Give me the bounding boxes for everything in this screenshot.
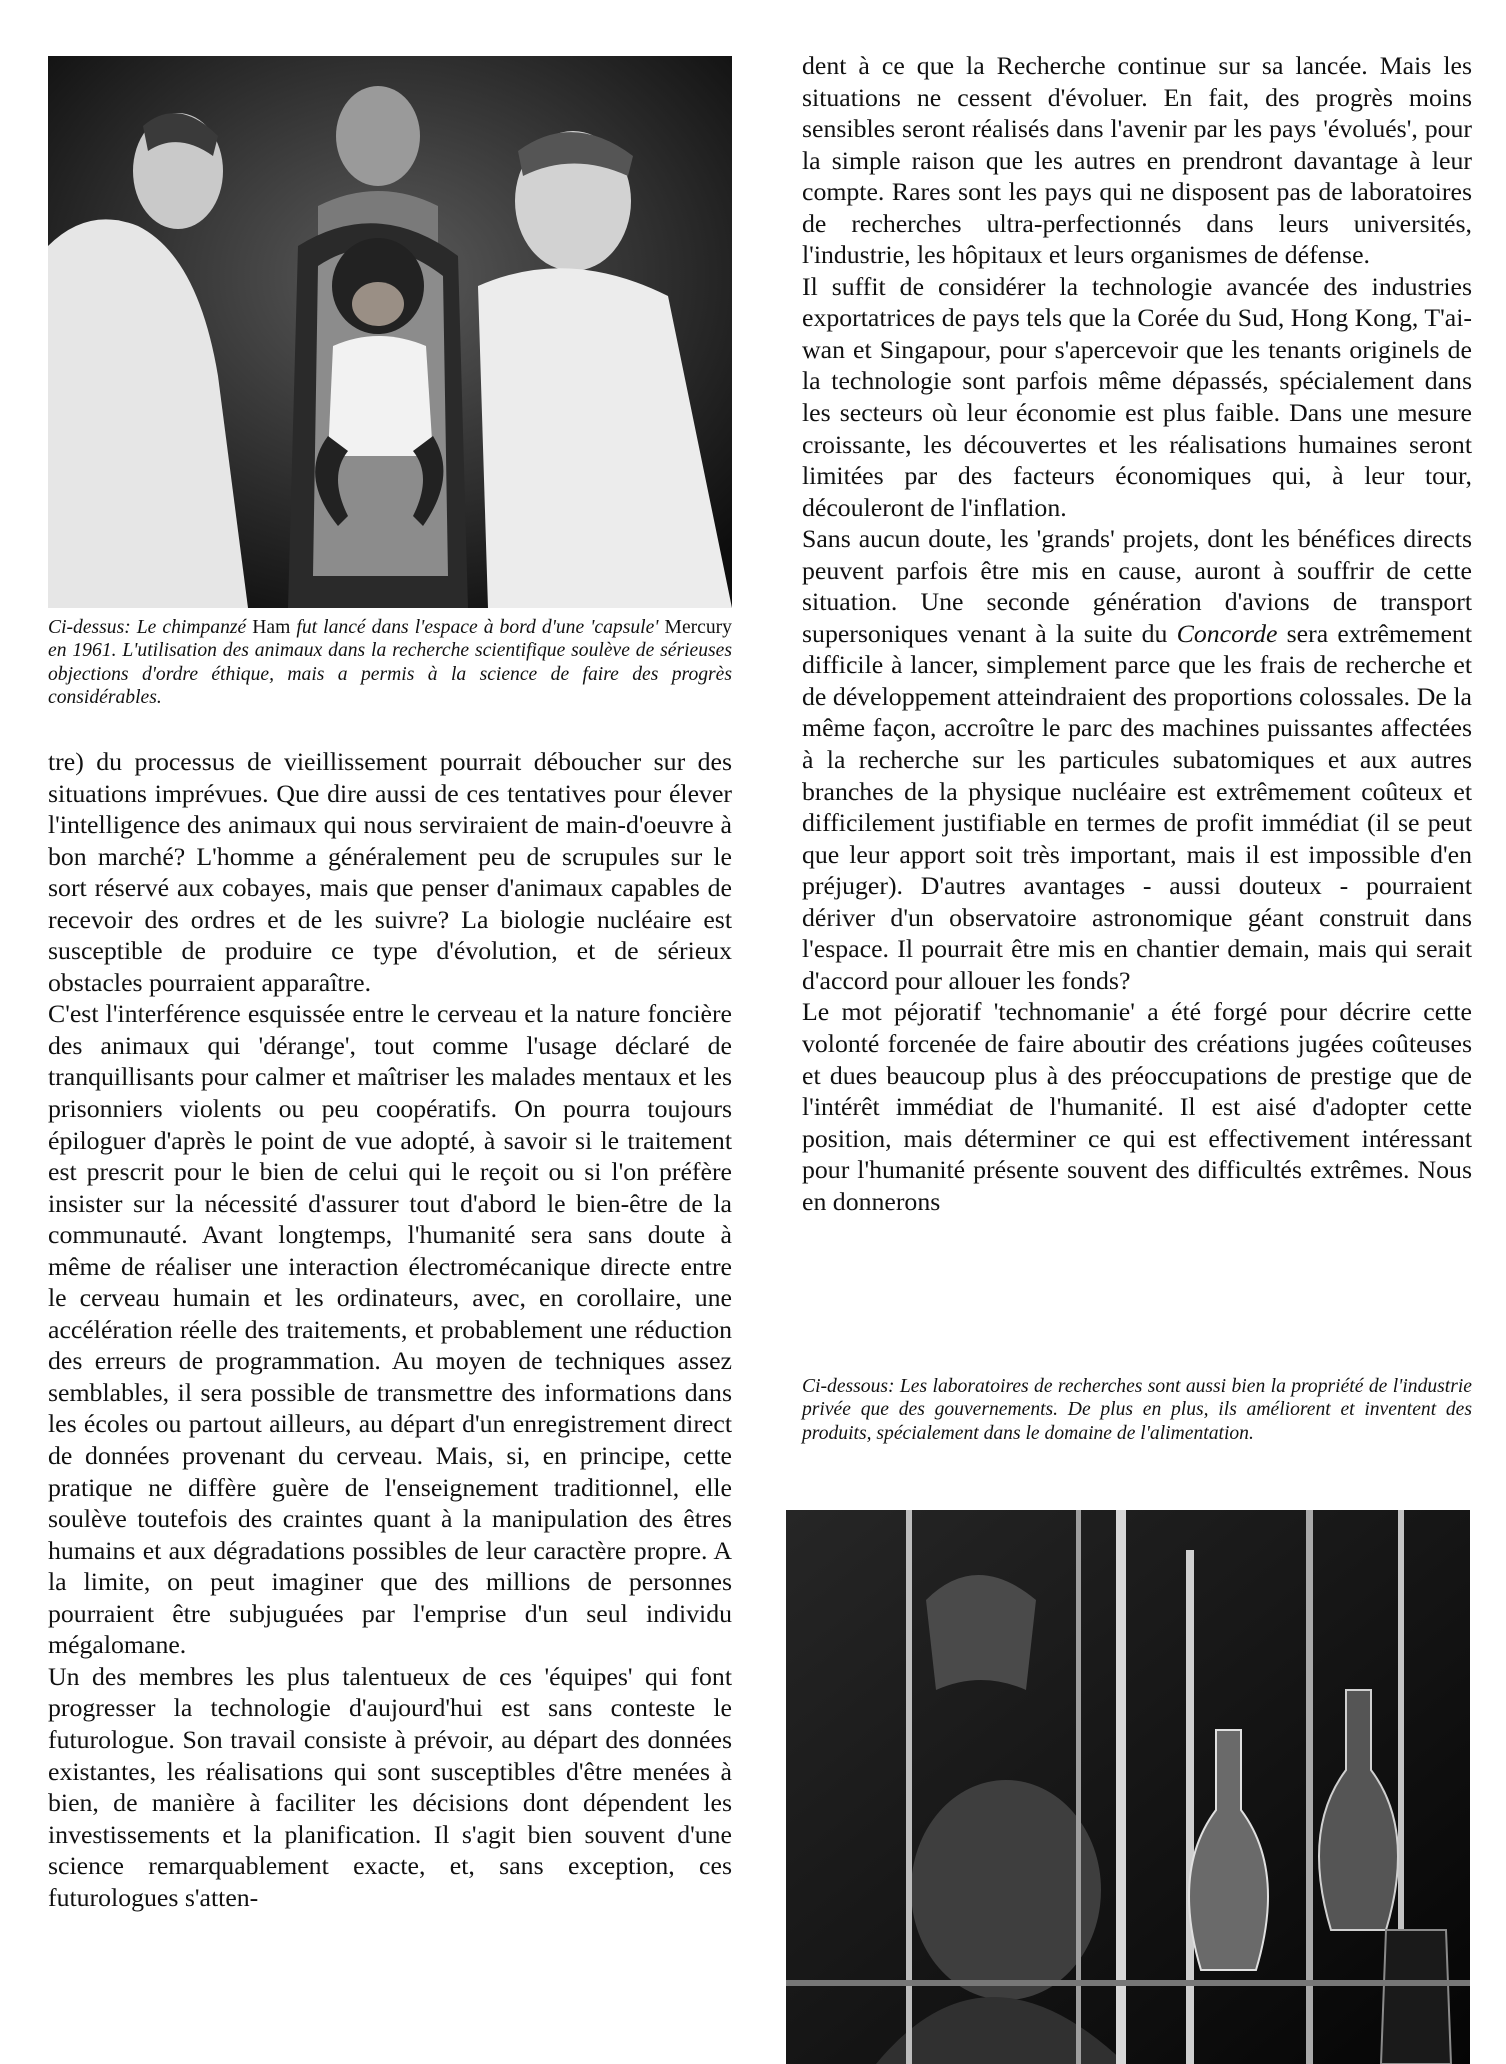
chimpanzee-photo [48, 56, 732, 608]
paragraph-text: Sans aucun doute, les 'grands' projets, dont les bénéfices directs peuvent parfois être mis en cause, auront à souffrir de cette situation. Une seconde génération d'avions de transport supersoniques venant à la suite du [802, 524, 1472, 648]
concorde-title: Concorde [1176, 618, 1278, 648]
photo-caption-bottom: Ci-dessous: Les laboratoires de recherches sont aussi bien la propriété de l'industrie privée que des gouvernements. De plus en plus, ils améliorent et inventent des produits, spécialement dans le domaine de l'alimentation. [802, 1376, 1472, 1444]
caption-name-mercury: Mercury [664, 617, 732, 638]
laboratory-photo-illustration [786, 1510, 1470, 2064]
laboratory-photo [786, 1510, 1470, 2064]
caption-name-ham: Ham [252, 617, 291, 638]
paragraph: Il suffit de considérer la technologie avancée des industries exportatrices de pays tels que la Corée du Sud, Hong Kong, T'ai-wan et Singapour, pour s'apercevoir que les tenants originels de la technologie sont parfois même dépassés, spécialement dans les secteurs où leur économie est plus faible. Dans une mesure croissante, les découvertes et les réalisations humaines seront limitées par des facteurs économiques qui, à leur tour, découleront de l'inflation. [802, 271, 1472, 522]
paragraph: Un des membres les plus talentueux de ces 'équipes' qui font progresser la technologie d'aujourd'hui est sans conteste le futurologue. Son travail consiste à prévoir, au départ des données existantes, les réalisations qui sont susceptibles d'être menées à bien, de manière à faciliter les décisions dont dépendent les investissements et la planification. Il s'agit bien souvent d'une science remarquablement exacte, et, sans exception, ces futurologues s'atten- [48, 1661, 732, 1912]
paragraph [802, 523, 1472, 996]
caption-text: fut lancé dans l'espace à bord d'une 'capsule' [290, 617, 665, 638]
chimpanzee-photo-illustration [48, 56, 732, 608]
caption-text: en 1961. L'utilisation des animaux dans la recherche scientifique soulève de sérieuses objections d'ordre éthique, mais a permis à la science de faire des progrès considérables. [48, 640, 732, 709]
paragraph: C'est l'interférence esquissée entre le cerveau et la nature foncière des animaux qui 'dérange', tout comme l'usage déclaré de tranquillisants pour calmer et maîtriser les malades mentaux et les prisonniers violents ou peu coopératifs. On pourra toujours épiloguer d'après le point de vue adopté, à savoir si le traitement est prescrit pour le bien de celui qui le reçoit ou si l'on préfère insister sur la nécessité d'assurer tout d'abord le bien-être de la communauté. Avant longtemps, l'humanité sera sans doute à même de réaliser une interaction électromécanique directe entre le cerveau humain et les ordinateurs, avec, en corollaire, une accélération réelle des traitements, et probablement une réduction des erreurs de programmation. Au moyen de techniques assez semblables, il sera possible de transmettre des informations dans les écoles ou partout ailleurs, au départ d'un enregistrement direct de données provenant du cerveau. Mais, si, en principe, cette pratique ne diffère guère de l'enseignement traditionnel, elle soulève toutefois des craintes quant à la manipulation des êtres humains et aux dégradations possibles de leur caractère propre. A la limite, on peut imaginer que des millions de personnes pourraient être subjuguées par l'emprise d'un seul individu mégalomane. [48, 999, 732, 1660]
paragraph-text: sera extrêmement difficile à lancer, simplement parce que les frais de recherche et de développement atteindraient des proportions colossales. De la même façon, accroître le parc des machines puissantes affectées à la recherche sur les particules subatomiques et aux autres branches de la physique nucléaire est extrêmement coûteux et difficilement justifiable en termes de profit immédiat (il se peut que leur apport soit très important, mais il est impossible d'en préjuger). D'autres avantages - aussi douteux - pourraient dériver d'un observatoire astronomique géant construit dans l'espace. Il pourrait être mis en chantier demain, mais qui serait d'accord pour allouer les fonds? [802, 618, 1472, 995]
paragraph: tre) du processus de vieillissement pourrait déboucher sur des situations imprévues. Que dire aussi de ces tentatives pour élever l'intelligence des animaux qui nous serviraient de main-d'oeuvre à bon marché? L'homme a généralement peu de scrupules sur le sort réservé aux cobayes, mais que penser d'animaux capables de recevoir des ordres et de les suivre? La biologie nucléaire est susceptible de produire ce type d'évolution, et de sérieux obstacles pourraient apparaître. [48, 747, 732, 997]
caption-text: Ci-dessus: Le chimpanzé [48, 617, 253, 638]
paragraph: Le mot péjoratif 'technomanie' a été forgé pour décrire cette volonté forcenée de faire aboutir des créations jugées coûteuses et dues beaucoup plus à des préoccupations de prestige que de l'intérêt immédiat de l'humanité. Il est aisé d'adopter cette position, mais déterminer ce qui est effectivement intéressant pour l'humanité présente souvent des difficultés extrêmes. Nous en donnerons [802, 997, 1472, 1216]
paragraph: dent à ce que la Recherche continue sur sa lancée. Mais les situations ne cessent d'évoluer. En fait, des progrès moins sensibles seront réalisés dans l'avenir par les pays 'évolués', pour la simple raison que les autres en prendront davantage à leur compte. Rares sont les pays qui ne disposent pas de laboratoires de recherches ultra-perfectionnés dans leurs universités, l'industrie, les hôpitaux et leurs organismes de défense. [802, 51, 1472, 270]
photo-caption-top [48, 616, 732, 710]
right-column-text [802, 50, 1472, 1217]
left-column-text [48, 746, 732, 1913]
